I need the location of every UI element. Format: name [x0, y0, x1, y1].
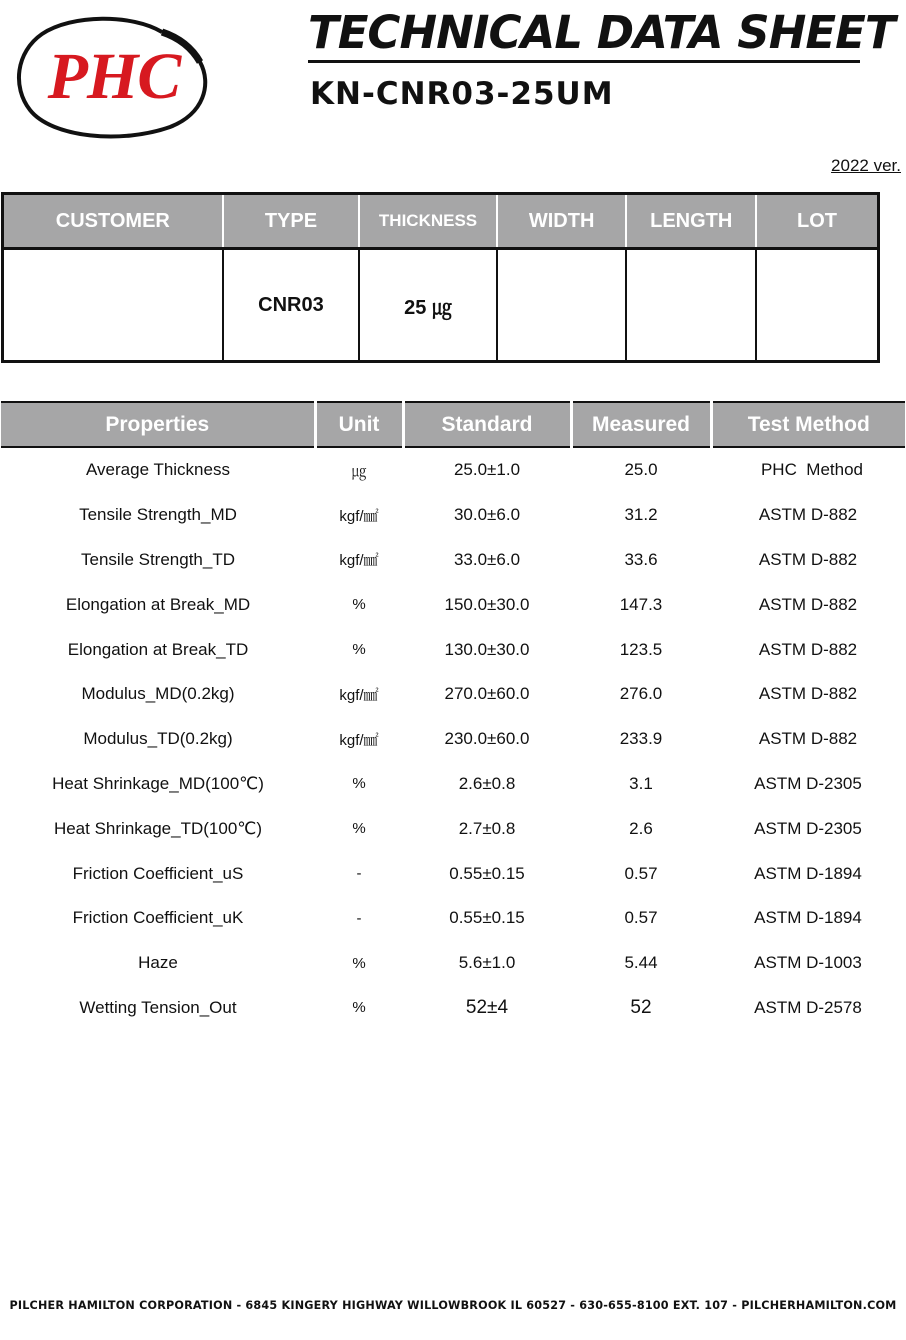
property-unit: % — [352, 775, 366, 793]
property-name: Wetting Tension_Out — [79, 997, 237, 1017]
property-name: Heat Shrinkage_TD(100℃) — [53, 818, 263, 838]
customer-value — [3, 249, 223, 362]
property-name: Modulus_MD(0.2kg) — [81, 684, 235, 704]
table-row — [1, 762, 905, 807]
length-value — [626, 249, 756, 362]
table-row — [1, 447, 905, 493]
property-standard: 33.0±6.0 — [453, 549, 521, 569]
header-length: LENGTH — [626, 194, 756, 249]
properties-table — [1, 401, 905, 1030]
property-test-method: ASTM D-1894 — [754, 863, 862, 883]
header-properties: Properties — [1, 402, 315, 447]
property-unit: % — [352, 999, 366, 1017]
header-unit: Unit — [315, 402, 403, 447]
property-unit: % — [352, 954, 366, 972]
table-row — [1, 986, 905, 1031]
header-measured: Measured — [571, 402, 711, 447]
table-row — [1, 627, 905, 672]
property-unit: kgf/㎟ — [339, 507, 379, 525]
property-unit: kgf/㎟ — [339, 731, 379, 749]
product-code: KN-CNR03-25UM — [310, 76, 614, 112]
header-width: WIDTH — [497, 194, 627, 249]
header-customer: CUSTOMER — [3, 194, 223, 249]
properties-header-row — [1, 402, 905, 447]
width-value — [497, 249, 627, 362]
property-standard: 150.0±30.0 — [444, 594, 530, 614]
table-row — [1, 538, 905, 583]
property-measured: 3.1 — [629, 773, 653, 793]
property-standard: 30.0±6.0 — [453, 505, 521, 525]
property-test-method: ASTM D-1894 — [754, 908, 862, 928]
version-label: 2022 ver. — [831, 156, 901, 175]
property-measured: 52 — [630, 996, 652, 1018]
property-standard: 230.0±60.0 — [444, 729, 530, 749]
property-unit: % — [352, 641, 366, 659]
property-measured: 5.44 — [624, 953, 658, 973]
property-measured: 123.5 — [619, 639, 663, 659]
property-measured: 0.57 — [624, 908, 658, 928]
property-test-method: ASTM D-2578 — [754, 997, 862, 1017]
property-test-method: ASTM D-882 — [758, 684, 858, 704]
property-name: Friction Coefficient_uS — [72, 863, 244, 883]
customer-table — [1, 192, 880, 363]
property-name: Modulus_TD(0.2kg) — [83, 729, 233, 749]
phc-logo — [12, 12, 212, 142]
property-unit: % — [352, 596, 366, 614]
property-name: Heat Shrinkage_MD(100℃) — [52, 773, 264, 793]
property-test-method: ASTM D-2305 — [754, 818, 862, 838]
property-name: Average Thickness — [86, 460, 230, 480]
property-name: Friction Coefficient_uK — [72, 908, 244, 928]
property-name: Elongation at Break_TD — [67, 639, 249, 659]
property-standard: 2.7±0.8 — [458, 818, 516, 838]
header-test-method: Test Method — [711, 402, 905, 447]
property-test-method: ASTM D-2305 — [754, 773, 862, 793]
property-measured: 147.3 — [619, 594, 663, 614]
property-measured: 25.0 — [624, 460, 658, 480]
table-row — [1, 582, 905, 627]
property-test-method: ASTM D-882 — [758, 505, 858, 525]
logo-text: PHC — [47, 40, 181, 113]
property-standard: 0.55±0.15 — [449, 863, 525, 883]
lot-value — [756, 249, 878, 362]
property-standard: 52±4 — [465, 996, 509, 1018]
property-unit: - — [356, 909, 362, 927]
property-unit: - — [356, 865, 362, 883]
table-row — [1, 717, 905, 762]
customer-header-row — [3, 194, 879, 249]
property-unit: kgf/㎟ — [339, 552, 379, 570]
table-row — [1, 896, 905, 941]
property-name: Tensile Strength_TD — [80, 549, 236, 569]
table-row — [1, 941, 905, 986]
property-standard: 270.0±60.0 — [444, 684, 530, 704]
property-name: Haze — [138, 953, 178, 973]
property-measured: 233.9 — [619, 729, 663, 749]
table-row — [1, 672, 905, 717]
property-standard: 25.0±1.0 — [453, 460, 521, 480]
property-unit: % — [352, 820, 366, 838]
property-standard: 2.6±0.8 — [458, 773, 516, 793]
property-name: Tensile Strength_MD — [79, 505, 237, 525]
property-measured: 276.0 — [619, 684, 663, 704]
property-test-method: ASTM D-882 — [758, 729, 858, 749]
property-measured: 2.6 — [629, 818, 653, 838]
property-name: Elongation at Break_MD — [65, 594, 251, 614]
customer-value-row — [3, 249, 879, 362]
property-test-method: ASTM D-882 — [758, 639, 858, 659]
table-row — [1, 851, 905, 896]
header-type: TYPE — [223, 194, 359, 249]
header-thickness: THICKNESS — [359, 194, 497, 249]
property-unit: kgf/㎟ — [339, 686, 379, 704]
property-test-method: ASTM D-882 — [758, 594, 858, 614]
header-standard: Standard — [403, 402, 571, 447]
type-value: CNR03 — [223, 249, 359, 362]
property-measured: 0.57 — [624, 863, 658, 883]
property-standard: 0.55±0.15 — [449, 908, 525, 928]
property-standard: 5.6±1.0 — [458, 953, 516, 973]
property-measured: 31.2 — [624, 505, 658, 525]
property-test-method: ASTM D-882 — [758, 549, 858, 569]
table-row — [1, 806, 905, 851]
header-lot: LOT — [756, 194, 878, 249]
property-test-method: ASTM D-1003 — [754, 953, 862, 973]
property-standard: 130.0±30.0 — [444, 639, 530, 659]
property-unit: ㎍ — [351, 462, 367, 480]
document-title: TECHNICAL DATA SHEET — [308, 6, 895, 59]
title-underline — [308, 60, 860, 63]
table-row — [1, 493, 905, 538]
thickness-value: 25 ㎍ — [359, 249, 497, 362]
property-measured: 33.6 — [624, 549, 658, 569]
footer-address: PILCHER HAMILTON CORPORATION - 6845 KINGERY HIGHWAY WILLOWBROOK IL 60527 - 630-655-8100 EXT. 107 - PILCHERHAMILTON.COM — [9, 1299, 897, 1312]
property-test-method: PHC Method — [760, 460, 864, 480]
